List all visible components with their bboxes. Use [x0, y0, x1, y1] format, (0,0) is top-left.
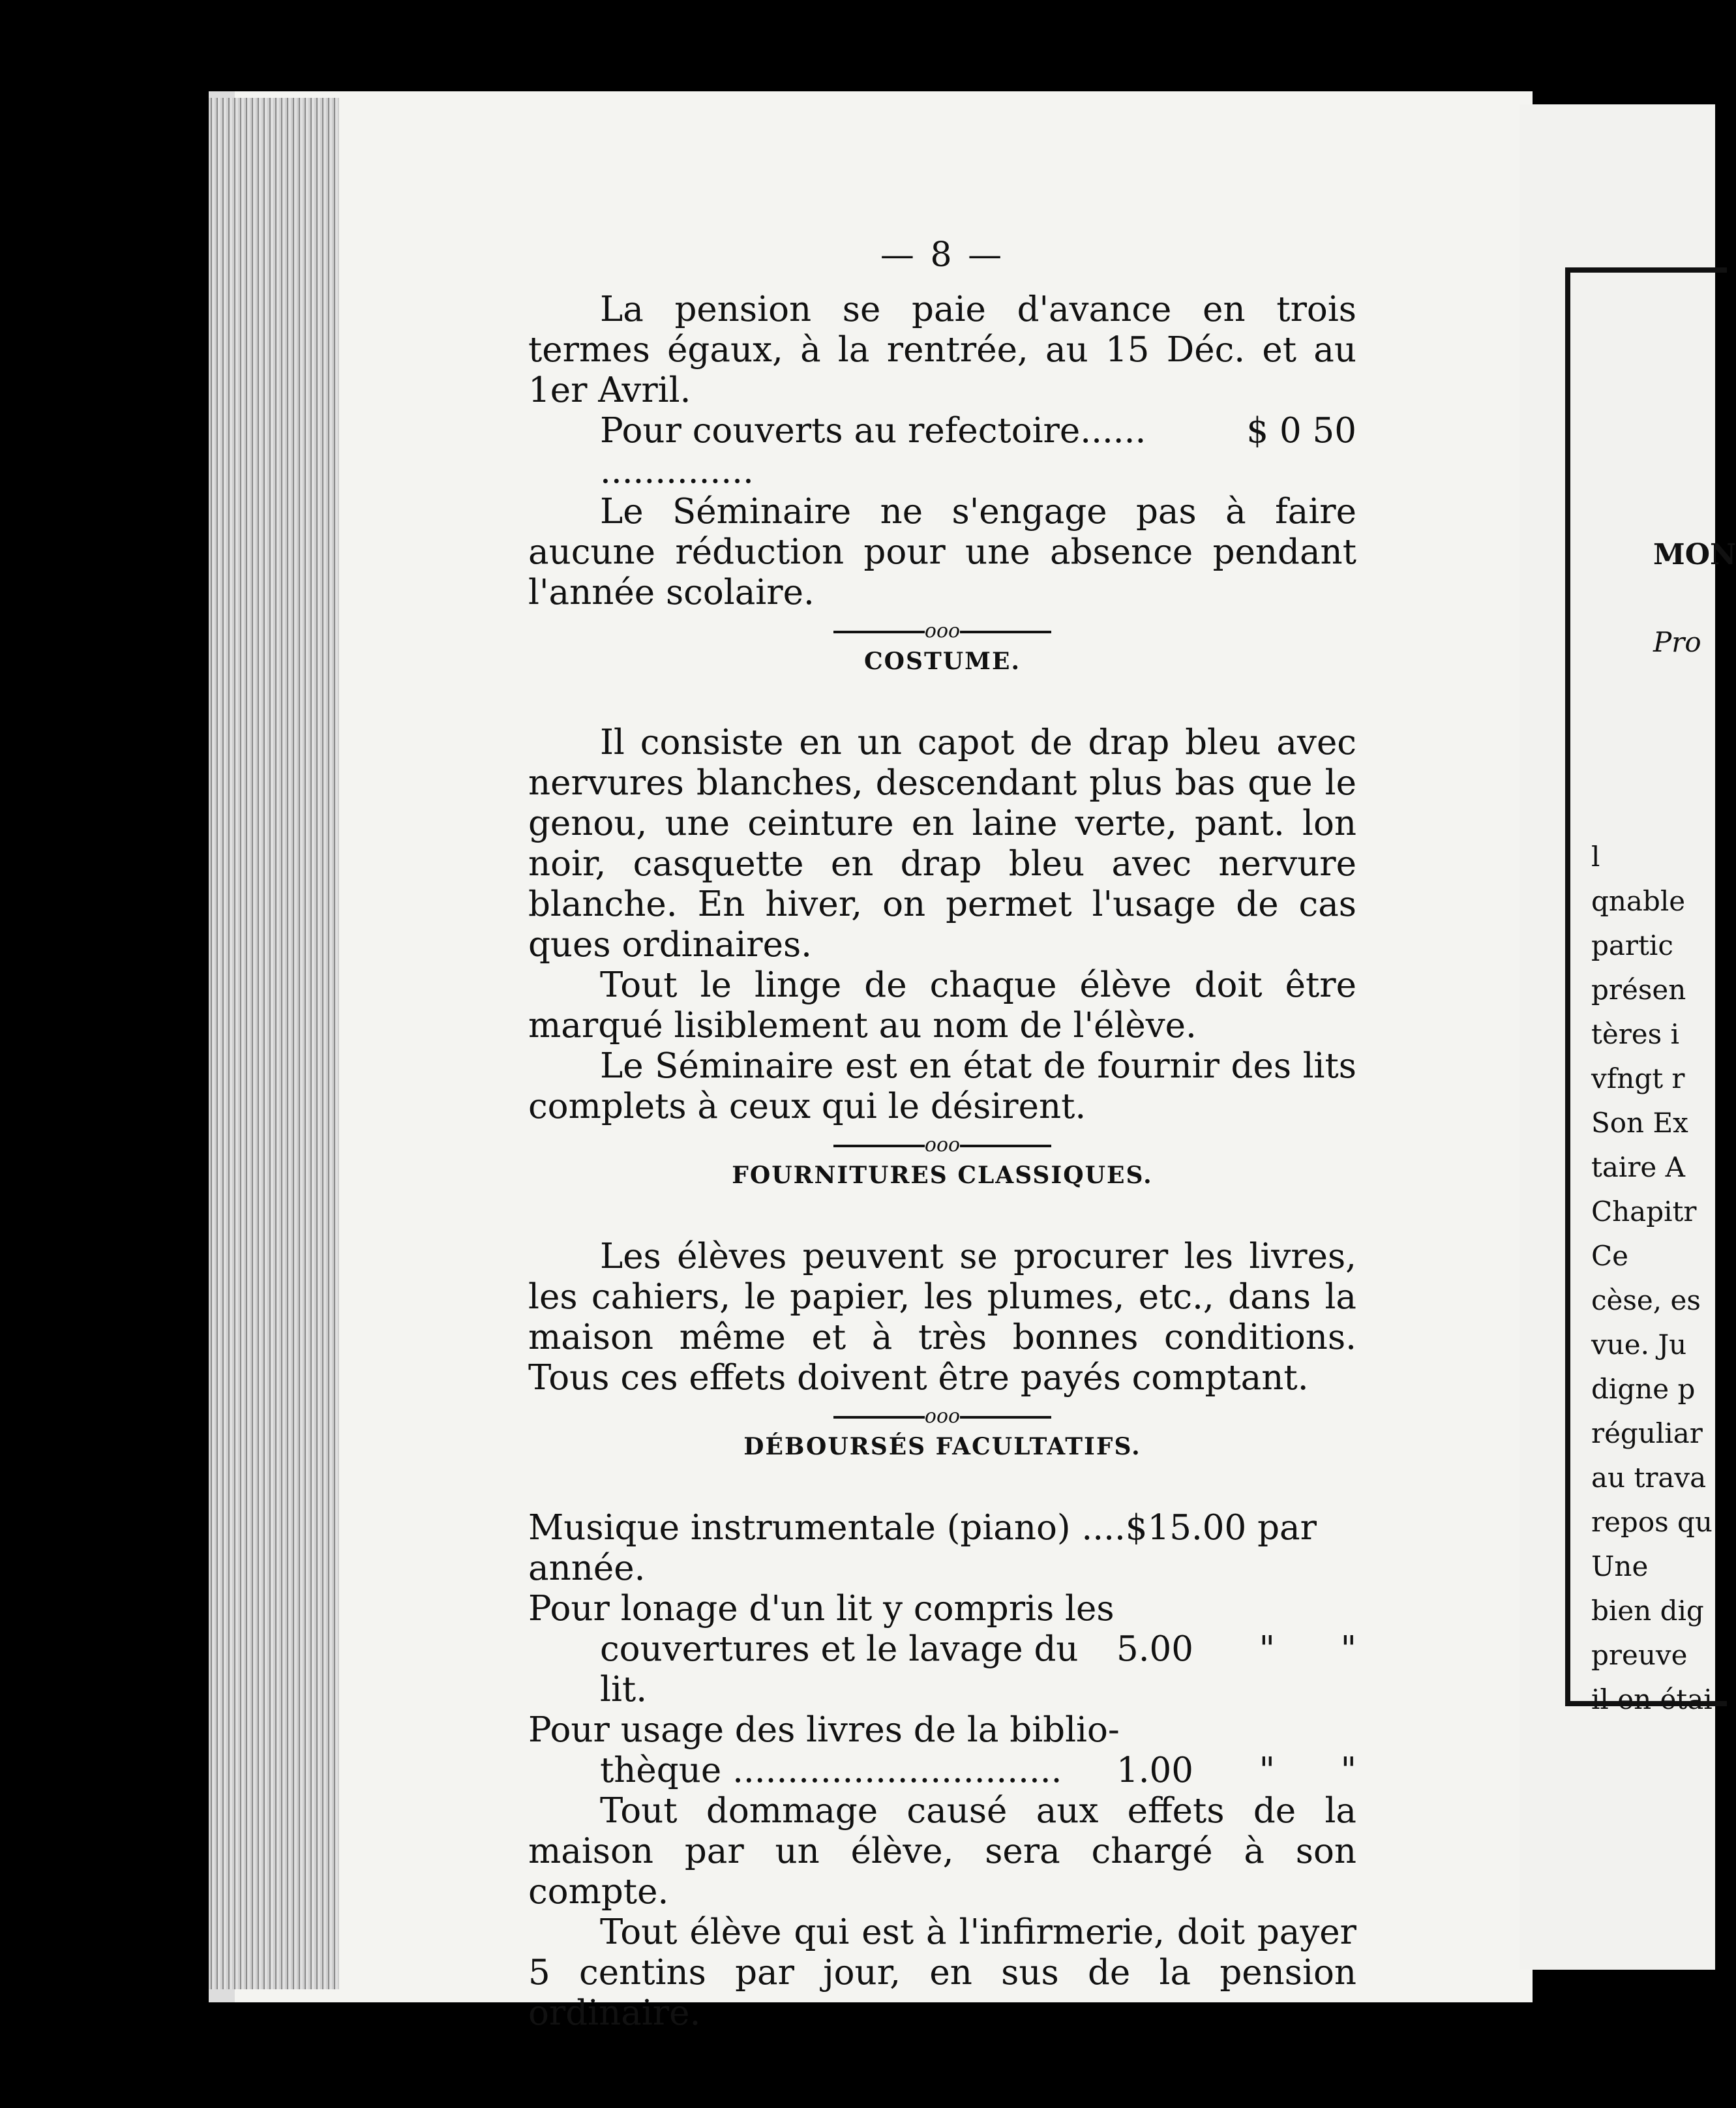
- right-page-line: taire A: [1591, 1151, 1685, 1183]
- paragraph-costume-1: Il consiste en un capot de drap bleu avec nervures blanches, descendant plus bas que le genou, une ceinture en laine verte, pant. lon noir, casquette en drap bleu avec nervure blanche. En hiver, on permet l'usage de cas ques ordinaires.: [528, 723, 1356, 965]
- right-page-line: tères i: [1591, 1018, 1680, 1050]
- right-page-line: repos qu: [1591, 1506, 1713, 1538]
- refectoire-row: [528, 411, 1356, 492]
- right-page-line: Une: [1591, 1550, 1649, 1582]
- ditto-mark: ": [1340, 1751, 1356, 1790]
- lit-row: [528, 1629, 1356, 1710]
- refectoire-amount: $ 0 50: [1246, 411, 1356, 451]
- paragraph-dommage: Tout dommage causé aux effets de la maison par un élève, sera chargé à son compte.: [528, 1791, 1356, 1912]
- right-page-text: [1591, 835, 1722, 1722]
- heading-costume: COSTUME.: [863, 648, 1021, 675]
- right-page-line: preuve: [1591, 1639, 1688, 1671]
- page-number: — 8 —: [880, 235, 1005, 275]
- right-page-line: Ce: [1591, 1240, 1628, 1272]
- biblio-line1: Pour usage des livres de la biblio-: [528, 1710, 1120, 1750]
- heading-fournitures: FOURNITURES CLASSIQUES.: [732, 1162, 1153, 1189]
- biblio-row: [528, 1751, 1356, 1791]
- right-page-heading: MON: [1653, 538, 1736, 571]
- right-page-line: présen: [1591, 974, 1686, 1006]
- right-page-line: l: [1591, 841, 1600, 873]
- lit-amount: 5.00: [1116, 1629, 1193, 1669]
- biblio-line2: thèque ..............................: [600, 1751, 1062, 1790]
- biblio-amount: 1.00: [1116, 1751, 1193, 1790]
- ditto-mark: ": [1259, 1751, 1275, 1790]
- right-page-line: Son Ex: [1591, 1107, 1688, 1139]
- right-page-line: partic: [1591, 929, 1673, 961]
- heading-debourses: DÉBOURSÉS FACULTATIFS.: [743, 1433, 1141, 1460]
- right-page-line: cèse, es: [1591, 1284, 1701, 1316]
- right-page-line: réguliar: [1591, 1417, 1703, 1449]
- right-page-line: Chapitr: [1591, 1196, 1697, 1227]
- paragraph-infirmerie: Tout élève qui est à l'infirmerie, doit payer 5 centins par jour, en sus de la pension ordinaire.: [528, 1912, 1356, 2033]
- right-page-line: vfngt r: [1591, 1062, 1685, 1094]
- paragraph-costume-2: Tout le linge de chaque élève doit être marqué lisiblement au nom de l'élève.: [528, 965, 1356, 1046]
- right-page-subheading: Pro: [1653, 626, 1701, 658]
- separator: ooo: [528, 618, 1356, 644]
- ditto-mark: ": [1259, 1629, 1275, 1669]
- right-page-line: vue. Ju: [1591, 1329, 1687, 1361]
- paragraph-reduction: Le Séminaire ne s'engage pas à faire aucune réduction pour une absence pendant l'année scolaire.: [528, 492, 1356, 612]
- lit-line2: couvertures et le lavage du lit.: [600, 1629, 1079, 1709]
- refectoire-label: Pour couverts au refectoire...... ..............: [600, 411, 1146, 491]
- separator: ooo: [528, 1132, 1356, 1158]
- ditto-mark: ": [1340, 1629, 1356, 1669]
- lit-line1: Pour lonage d'un lit y compris les: [528, 1589, 1115, 1629]
- paragraph-costume-3: Le Séminaire est en état de fournir des lits complets à ceux qui le désirent.: [528, 1046, 1356, 1126]
- text-block: [528, 235, 1356, 2034]
- paragraph-fournitures: Les élèves peuvent se procurer les livres, les cahiers, le papier, les plumes, etc., dans la maison même et à très bonnes conditions. Tous ces effets doivent être payés comptant.: [528, 1237, 1356, 1398]
- separator: ooo: [528, 1404, 1356, 1430]
- right-page-line: il en étai: [1591, 1683, 1713, 1715]
- right-page-line: au trava: [1591, 1462, 1707, 1494]
- right-page-line: qnable: [1591, 885, 1686, 917]
- musique-row: Musique instrumentale (piano) ....$15.00 par année.: [528, 1508, 1317, 1588]
- page-edge: [209, 98, 339, 1989]
- right-page-line: digne p: [1591, 1373, 1696, 1405]
- right-page-line: bien dig: [1591, 1595, 1704, 1627]
- paragraph-pension: La pension se paie d'avance en trois termes égaux, à la rentrée, au 15 Déc. et au 1er Avril.: [528, 290, 1356, 410]
